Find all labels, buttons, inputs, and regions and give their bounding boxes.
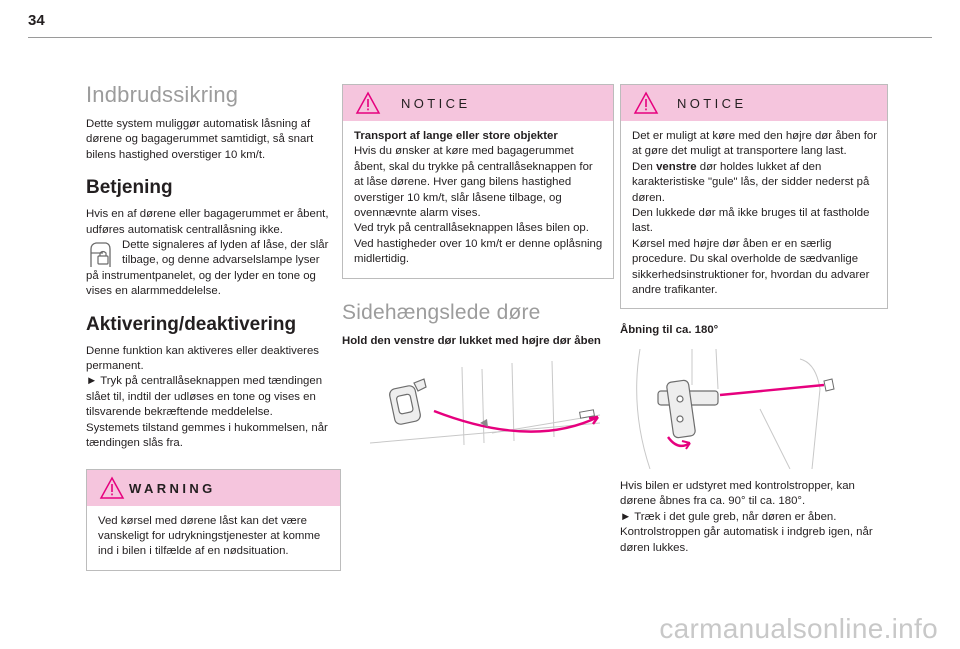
door-lock-warning-icon: [86, 239, 116, 271]
notice-right-text-2: [632, 160, 877, 206]
warning-box: [86, 469, 341, 571]
notice-triangle-icon-right: [633, 91, 659, 115]
watermark: carmanualsonline.info: [659, 613, 938, 644]
door-strap-illustration: [620, 349, 880, 469]
aktivering-line-1: Denne funktion kan aktiveres eller deaktiveres permanent.: [86, 344, 320, 373]
warning-text: Ved kørsel med dørene låst kan det være vanskeligt for udrykningstjenester at komme ind i bilen i tilfælde af en nødsituation.: [98, 514, 321, 558]
notice-text-2: Ved tryk på centrallåseknappen låses bilen op.: [354, 222, 589, 235]
notice-box-middle: [342, 84, 614, 279]
betjening-tail: på instrumentpanelet, og der lyder en tone og vises en alarmmeddelelse.: [86, 269, 316, 298]
notice-right-text-2-pre: Den: [632, 160, 657, 173]
warning-heading: WARNING: [129, 480, 216, 496]
header-rule: [28, 37, 932, 38]
notice-right-text-1: Det er muligt at køre med den højre dør åben for at gøre det muligt at transportere lang last.: [632, 130, 877, 158]
notice-box-right: [620, 84, 888, 309]
section-title-sidehaengslede: Sidehængslede døre: [342, 300, 541, 324]
subheading-hold-venstre: Hold den venstre dør lukket med højre dør åben: [342, 334, 601, 347]
notice-right-text-2-post: dør holdes lukket af den karakteristiske "gule" lås, der sidder nederst på døren.: [632, 160, 870, 204]
heading-aktivering: Aktivering/deaktivering: [86, 313, 297, 335]
notice-heading: NOTICE: [401, 96, 471, 111]
heading-betjening: Betjening: [86, 177, 173, 199]
notice-bold-title: Transport af lange eller store objekter: [354, 130, 558, 142]
warning-lamp-line: [86, 238, 341, 269]
notice-triangle-icon: [355, 91, 381, 115]
aabning-text-1: Hvis bilen er udstyret med kontrolstropper, kan dørene åbnes fra ca. 90° til ca. 180°.: [620, 479, 855, 508]
notice-right-text-2-bold: venstre: [656, 160, 697, 173]
betjening-text: Hvis en af dørene eller bagagerummet er åbent, udføres automatisk centrallåsning ikke.: [86, 208, 329, 236]
warning-box-header: [87, 470, 340, 506]
intro-text: Dette system muliggør automatisk låsning af dørene og bagagerummet samtidigt, så snart bilens hastighed overstiger 10 km/t.: [86, 118, 314, 161]
column-middle: [342, 84, 614, 457]
notice-right-text-4: Kørsel med højre dør åben er en særlig procedure. Du skal overholde de sædvanlige sikkerhedsinstruktioner for, hvordan du advarer andre trafikanter.: [632, 237, 870, 297]
aabning-text-2: ► Træk i det gule greb, når døren er åben.: [620, 510, 837, 523]
column-left: [86, 82, 341, 571]
notice-box-header-right: [621, 85, 887, 121]
notice-text-3: Ved hastigheder over 10 km/t er denne oplåsning midlertidig.: [354, 237, 603, 266]
betjening-icon-text: Dette signaleres af lyden af låse, der slår tilbage, og denne advarselslampe lyser: [122, 239, 329, 267]
notice-box-header: [343, 85, 613, 121]
column-right: [620, 84, 888, 556]
aktivering-line-2: ► Tryk på centrallåseknappen med tændingen slået til, indtil der udløses en tone og vises en tilsvarende bekræftende meddelelse.: [86, 375, 323, 419]
notice-text-1: Hvis du ønsker at køre med bagagerummet åbent, skal du trykke på centrallåseknappen for at låse dørene. Hver gang bilens hastighed overstiger 10 km/t, slår låsene tilbage, og ovennævnte alarm vises.: [354, 145, 593, 220]
page-number: 34: [28, 12, 45, 29]
aktivering-line-3: Systemets tilstand gemmes i hukommelsen, når tændingen slås fra.: [86, 421, 328, 450]
notice-heading-right: NOTICE: [677, 96, 747, 111]
section-title-indbrudssikring: Indbrudssikring: [86, 82, 239, 107]
warning-triangle-icon: [99, 476, 125, 500]
aabning-text-3: Kontrolstroppen går automatisk i indgreb igen, når døren lukkes.: [620, 526, 873, 554]
door-latch-illustration: [342, 357, 602, 457]
subheading-aabning: Åbning til ca. 180°: [620, 324, 719, 337]
notice-right-text-3: Den lukkede dør må ikke bruges til at fastholde last.: [632, 207, 870, 235]
